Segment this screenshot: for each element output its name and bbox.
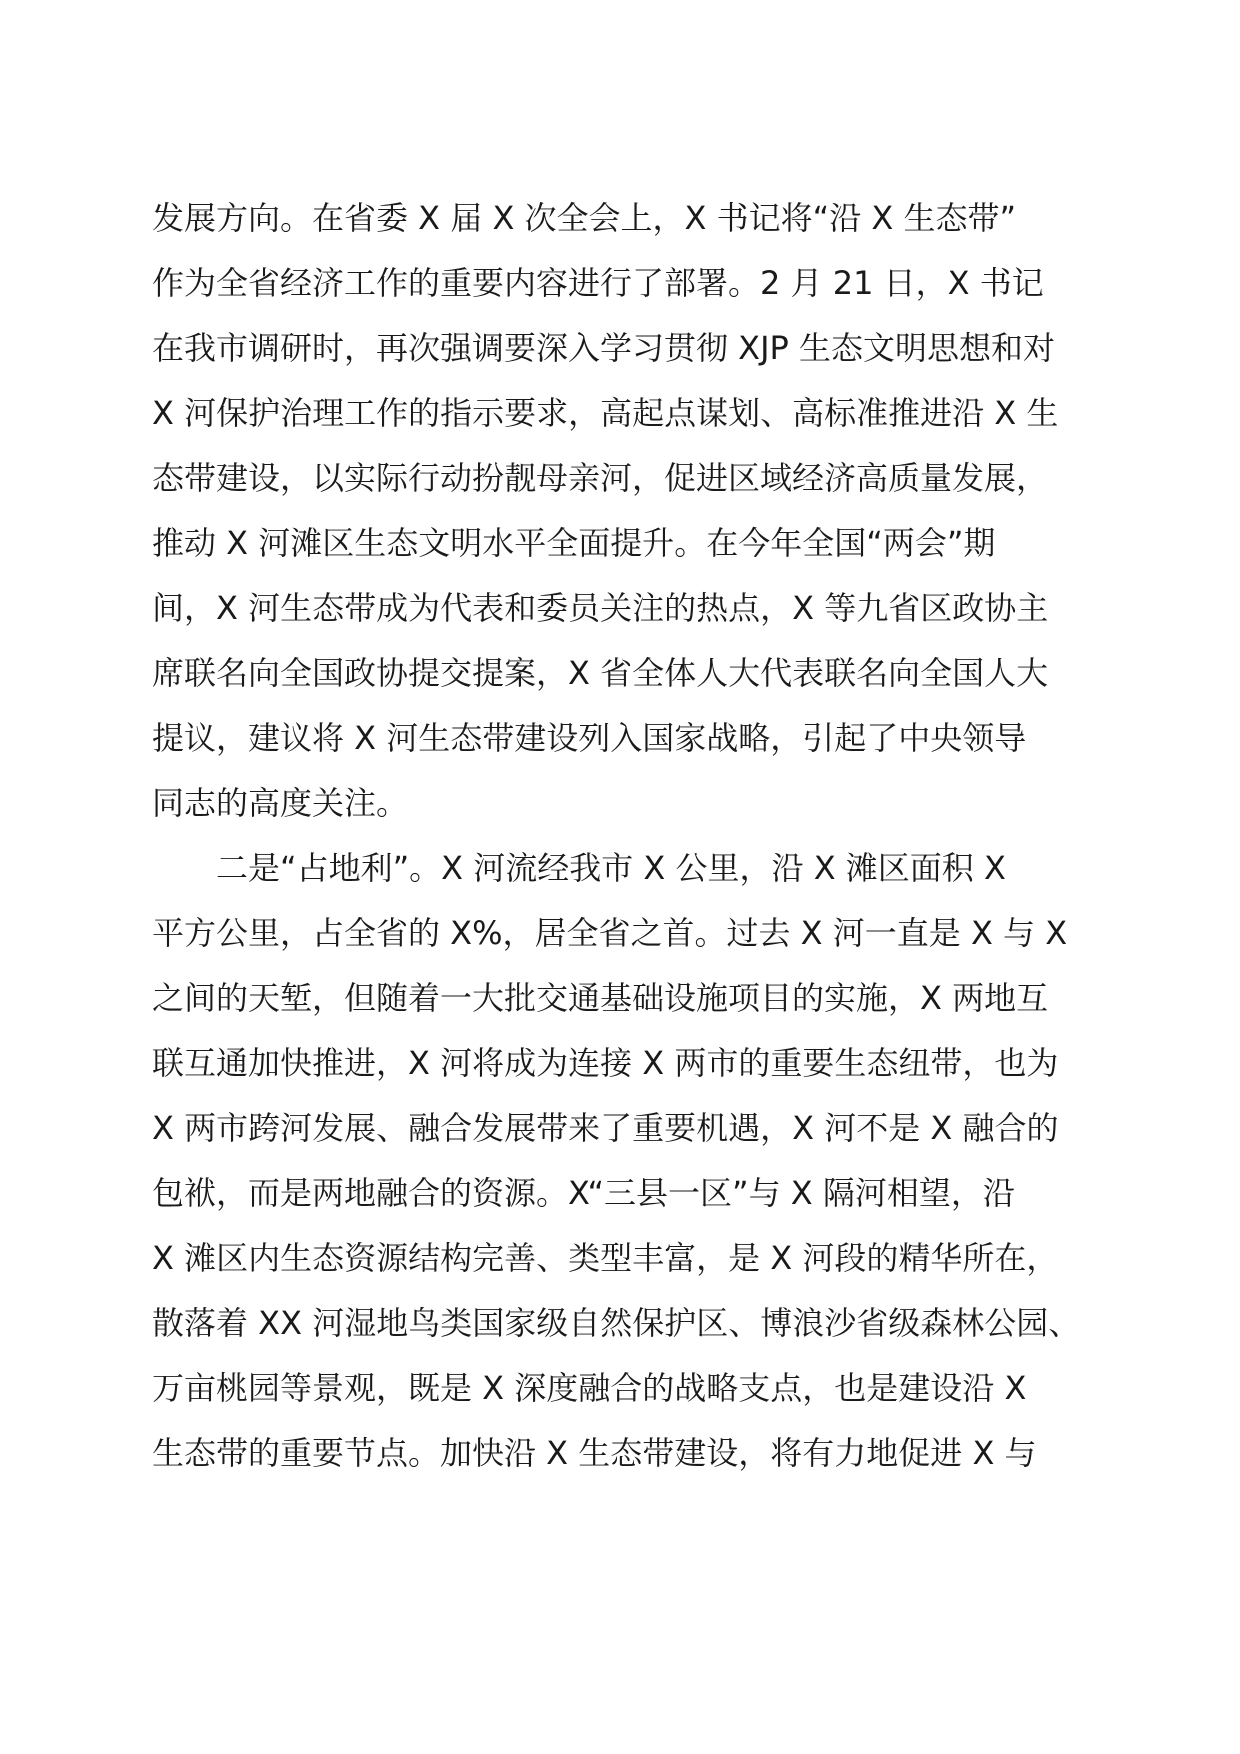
text-line: 推动 X 河滩区生态文明水平全面提升。在今年全国“两会”期 [152,524,996,562]
text-line: 态带建设，以实际行动扮靓母亲河，促进区域经济高质量发展， [152,459,1049,497]
text-line: 在我市调研时，再次强调要深入学习贯彻 XJP 生态文明思想和对 [152,329,1056,367]
paragraph-1 [152,186,1112,836]
text-line: 发展方向。在省委 X 届 X 次全会上，X 书记将“沿 X 生态带” [152,199,1017,237]
text-line: 之间的天堑，但随着一大批交通基础设施项目的实施，X 两地互 [152,979,1049,1017]
text-line: 生态带的重要节点。加快沿 X 生态带建设，将有力地促进 X 与 [152,1434,1037,1472]
text-line: 二是“占地利”。X 河流经我市 X 公里，沿 X 滩区面积 X [216,849,1006,887]
text-line: 间，X 河生态带成为代表和委员关注的热点，X 等九省区政协主 [152,589,1049,627]
text-line: 散落着 XX 河湿地鸟类国家级自然保护区、博浪沙省级森林公园、 [152,1304,1081,1342]
text-line: 万亩桃园等景观，既是 X 深度融合的战略支点，也是建设沿 X [152,1369,1027,1407]
text-line: X 河保护治理工作的指示要求，高起点谋划、高标准推进沿 X 生 [152,394,1059,432]
document-body [152,186,1112,1486]
text-line: 作为全省经济工作的重要内容进行了部署。2 月 21 日，X 书记 [152,264,1044,302]
text-line: 包袱，而是两地融合的资源。X“三县一区”与 X 隔河相望，沿 [152,1174,1015,1212]
text-line: X 滩区内生态资源结构完善、类型丰富，是 X 河段的精华所在， [152,1239,1059,1277]
text-line: 联互通加快推进，X 河将成为连接 X 两市的重要生态纽带，也为 [152,1044,1059,1082]
text-line: 席联名向全国政协提交提案，X 省全体人大代表联名向全国人大 [152,654,1049,692]
text-line: 平方公里，占全省的 X%，居全省之首。过去 X 河一直是 X 与 X [152,914,1068,952]
text-line: 提议，建议将 X 河生态带建设列入国家战略，引起了中央领导 [152,719,1027,757]
paragraph-2 [152,836,1112,1486]
text-line: 同志的高度关注。 [152,784,409,822]
text-line: X 两市跨河发展、融合发展带来了重要机遇，X 河不是 X 融合的 [152,1109,1059,1147]
